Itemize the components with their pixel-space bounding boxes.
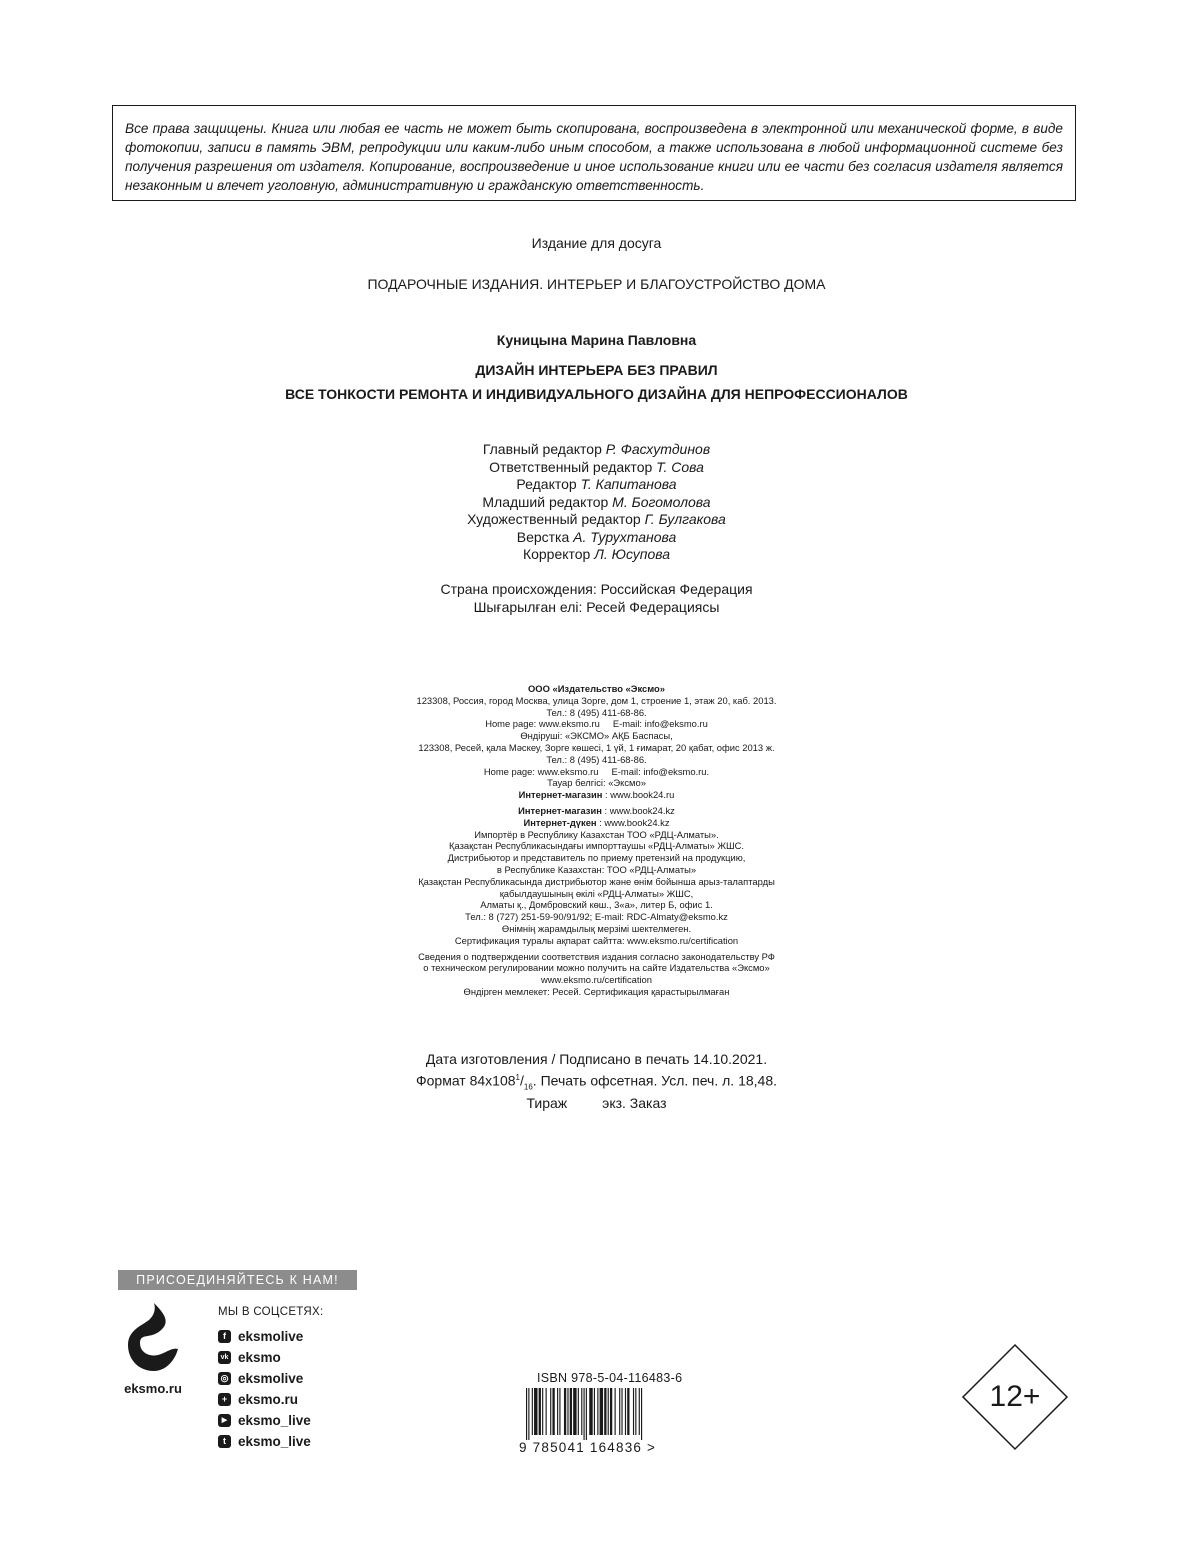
edition-type: Издание для досуга <box>531 235 662 251</box>
isbn-text: ISBN 978-5-04-116483-6 <box>537 1371 683 1385</box>
imprint-line: Тел.: 8 (727) 251-59-90/91/92; E-mail: RDC-Almaty@eksmo.kz <box>465 911 728 923</box>
publisher-name: ООО «Издательство «Эксмо» <box>528 683 665 694</box>
social-item-facebook[interactable] <box>218 1326 311 1347</box>
social-label: eksmo <box>238 1350 281 1365</box>
instagram-icon: ◎ <box>218 1372 231 1385</box>
book-title: ДИЗАЙН ИНТЕРЬЕРА БЕЗ ПРАВИЛ <box>475 362 718 378</box>
social-label: eksmo_live <box>238 1413 311 1428</box>
book-subtitle: ВСЕ ТОНКОСТИ РЕМОНТА И ИНДИВИДУАЛЬНОГО ДИЗАЙНА ДЛЯ НЕПРОФЕССИОНАЛОВ <box>285 386 908 402</box>
social-label: eksmo_live <box>238 1434 311 1449</box>
origin-kz: Шығарылған елі: Ресей Федерациясы <box>473 598 720 615</box>
twitter-icon: t <box>218 1435 231 1448</box>
staff-item: Главный редактор Р. Фасхутдинов <box>482 441 711 457</box>
imprint-line: Home page: www.eksmo.ru E-mail: info@eksmo.ru. <box>483 765 710 777</box>
social-item-twitter[interactable] <box>218 1431 311 1452</box>
imprint-line: Қазақстан Республикасында дистрибьютор және өнім бойынша арыз-талаптарды <box>418 875 775 887</box>
barcode-digits: 9 785041 164836 > <box>519 1440 657 1455</box>
eksmo-site-icon: + <box>218 1393 231 1406</box>
barcode-icon <box>526 1388 692 1440</box>
age-rating-text: 12+ <box>989 1380 1041 1413</box>
origin-ru: Страна происхождения: Российская Федерация <box>440 581 753 597</box>
staff-item: Редактор Т. Капитанова <box>516 476 677 492</box>
staff-item: Корректор Л. Юсупова <box>522 546 671 562</box>
imprint-line: 123308, Ресей, қала Мәскеу, Зорге көшесі, 1 үй, 1 ғимарат, 20 қабат, офис 2013 ж. <box>418 741 775 753</box>
staff-item: Верстка А. Турухтанова <box>516 528 677 545</box>
vk-icon: vk <box>218 1351 231 1364</box>
production-run: Тираж экз. Заказ <box>526 1095 667 1112</box>
imprint-line: Home page: www.eksmo.ru E-mail: info@eksmo.ru <box>485 718 708 730</box>
imprint-line: Тел.: 8 (495) 411-68-86. <box>546 706 647 718</box>
imprint-line: Тауар белгісі: «Эксмо» <box>547 777 646 789</box>
social-item-eksmo[interactable] <box>218 1389 311 1410</box>
staff-item: Младший редактор М. Богомолова <box>482 493 711 510</box>
imprint-line: Қазақстан Республикасындағы импорттаушы «РДЦ-Алматы» ЖШС. <box>449 840 744 852</box>
imprint-block <box>0 683 1193 998</box>
imprint-line: Алматы қ., Домбровский көш., 3«а», литер Б, офис 1. <box>480 899 713 911</box>
join-us-banner: ПРИСОЕДИНЯЙТЕСЬ К НАМ! <box>118 1270 357 1290</box>
staff-item: Ответственный редактор Т. Сова <box>489 458 704 475</box>
imprint-line: в Республике Казахстан: ТОО «РДЦ-Алматы» <box>496 863 697 875</box>
imprint-line: Өнімнің жарамдылық мерзімі шектелмеген. <box>501 922 692 934</box>
social-item-vk[interactable] <box>218 1347 311 1368</box>
production-date: Дата изготовления / Подписано в печать 14.10.2021. <box>425 1051 768 1067</box>
imprint-line: 123308, Россия, город Москва, улица Зорге, дом 1, строение 1, этаж 20, каб. 2013. <box>416 694 777 706</box>
shop-ru: Интернет-магазин : www.book24.ru <box>518 789 675 801</box>
imprint-line: Тел.: 8 (495) 411-68-86. <box>546 753 647 765</box>
social-heading: МЫ В СОЦСЕТЯХ: <box>218 1306 324 1318</box>
social-item-youtube[interactable] <box>218 1410 311 1431</box>
imprint-line: Өндіруші: «ЭКСМО» АҚБ Баспасы, <box>520 730 673 742</box>
rights-notice-box <box>112 105 1076 201</box>
eksmo-site-label: eksmo.ru <box>124 1381 182 1396</box>
imprint-line: Өндірген мемлекет: Ресей. Сертификация қарастырылмаған <box>463 985 730 997</box>
social-label: eksmo.ru <box>238 1392 299 1407</box>
imprint-line: Сертификация туралы ақпарат сайтта: www.eksmo.ru/certification <box>454 934 739 946</box>
author-name: Куницына Марина Павловна <box>496 332 697 348</box>
imprint-line: Сведения о подтверждении соответствия издания согласно законодательству РФ <box>418 950 775 962</box>
staff-item: Художественный редактор Г. Булгакова <box>467 511 726 527</box>
imprint-line: Импортёр в Республику Казахстан ТОО «РДЦ-Алматы». <box>474 828 719 840</box>
imprint-line: www.eksmo.ru/certification <box>541 974 652 986</box>
staff-list <box>0 441 1193 564</box>
imprint-line: қабылдаушының өкілі «РДЦ-Алматы» ЖШС, <box>499 887 694 899</box>
social-label: eksmolive <box>238 1329 304 1344</box>
facebook-icon: f <box>218 1330 231 1343</box>
social-label: eksmolive <box>238 1371 304 1386</box>
social-list <box>218 1326 311 1452</box>
youtube-icon: ▶ <box>218 1414 231 1427</box>
production-format: Формат $84x108^1/_{16}$. Печать офсетная. Усл. печ. л. 18,48. <box>415 1072 777 1091</box>
shop-kz: Интернет-магазин : www.book24.kz <box>518 804 675 816</box>
production-block <box>0 1051 1193 1113</box>
imprint-line: о техническом регулировании можно получить на сайте Издательства «Эксмо» <box>423 962 770 974</box>
origin-block <box>0 581 1193 616</box>
shop-kz2: Интернет-дүкен : www.book24.kz <box>523 816 670 828</box>
rights-notice-text: Все права защищены. Книга или любая ее часть не может быть скопирована, воспроизведена в электронной или механической форме, в виде фотокопии, записи в память ЭВМ, репродукции или каким-либо иным способом, а также использована в любой информационной системе без получения разрешения от издателя. Копирование, воспроизведение и иное использование книги или ее части без согласия издателя является незаконным и влечет уголовную, административную и гражданскую ответственность. <box>125 121 1063 193</box>
eksmo-logo-icon <box>126 1301 182 1373</box>
series-title: ПОДАРОЧНЫЕ ИЗДАНИЯ. ИНТЕРЬЕР И БЛАГОУСТРОЙСТВО ДОМА <box>367 276 826 292</box>
imprint-line: Дистрибьютор и представитель по приему претензий на продукцию, <box>447 852 746 864</box>
social-item-instagram[interactable] <box>218 1368 311 1389</box>
